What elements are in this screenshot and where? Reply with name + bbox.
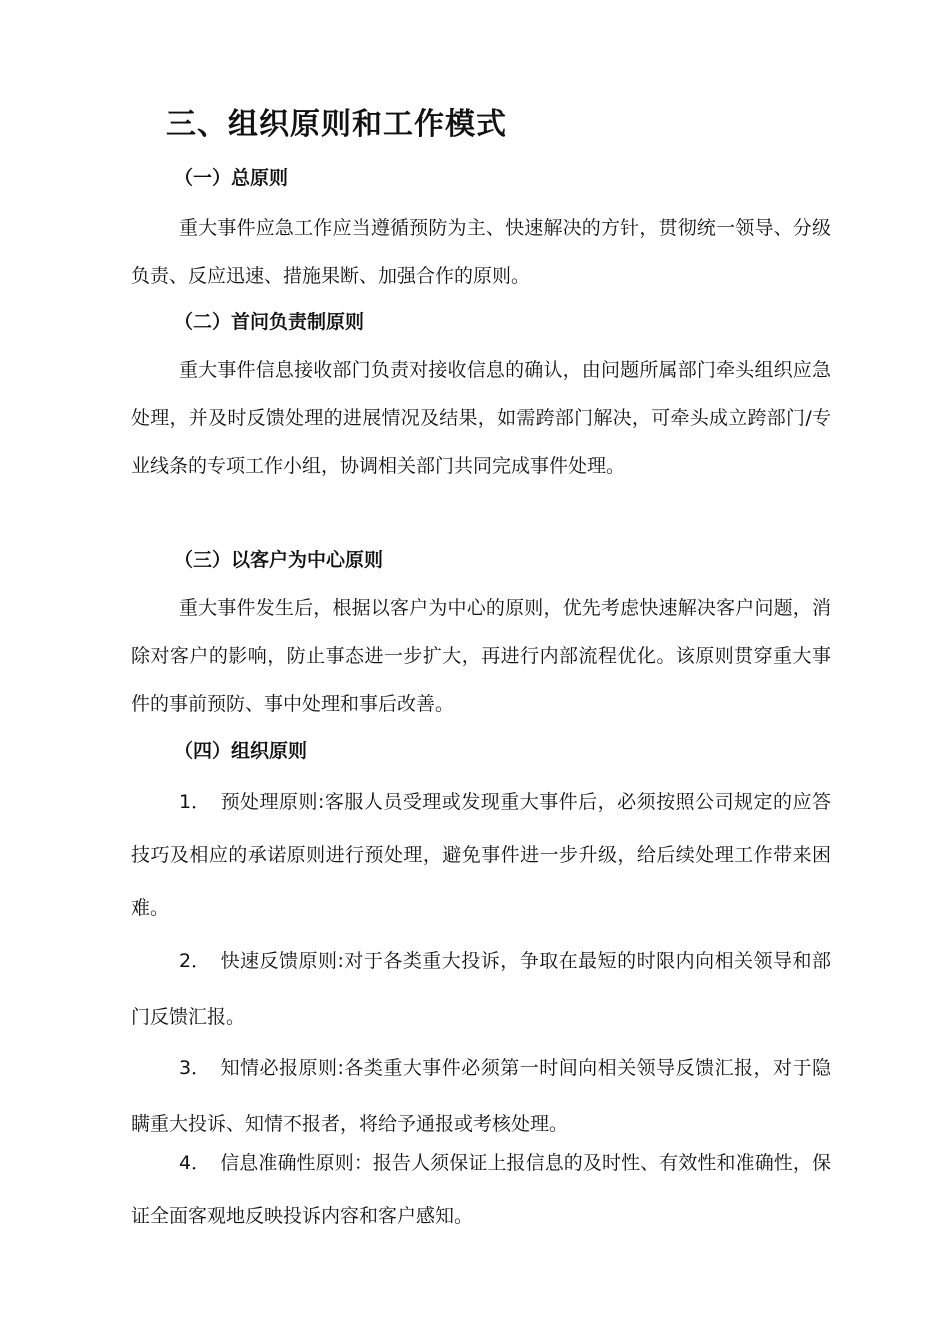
section-heading-customer-centric: （三）以客户为中心原则 — [174, 549, 384, 571]
section-body-general: 重大事件应急工作应当遵循预防为主、快速解决的方针，贯彻统一领导、分级负责、反应迅速、措施果断、加强合作的原则。 — [131, 217, 831, 287]
section-body-first-responsibility: 重大事件信息接收部门负责对接收信息的确认，由问题所属部门牵头组织应急处理，并及时反馈处理的进展情况及结果，如需跨部门解决，可牵头成立跨部门/专业线条的专项工作小组，协调相关部门共同完成事件处理。 — [131, 359, 831, 477]
section-heading-general: （一）总原则 — [174, 167, 289, 189]
item-number: 3． — [179, 1057, 211, 1079]
list-item — [131, 1137, 831, 1243]
section-heading-organization: （四）组织原则 — [174, 740, 308, 762]
item-text: 对于各类重大投诉，争取在最短的时限内向相关领导和部门反馈汇报。 — [131, 950, 831, 1028]
item-label: 快速反馈原则: — [220, 950, 344, 972]
list-item — [131, 1040, 831, 1152]
item-label: 知情必报原则: — [220, 1057, 344, 1079]
item-label: 信息准确性原则： — [220, 1152, 373, 1174]
item-text: 报告人须保证上报信息的及时性、有效性和准确性，保证全面客观地反映投诉内容和客户感知。 — [131, 1152, 831, 1227]
item-number: 1． — [179, 791, 211, 813]
list-item — [131, 776, 831, 935]
section-heading-first-responsibility: （二）首问负责制原则 — [174, 311, 365, 333]
item-label: 预处理原则: — [220, 791, 325, 813]
item-text: 各类重大事件必须第一时间向相关领导反馈汇报，对于隐瞒重大投诉、知情不报者，将给予通报或考核处理。 — [131, 1057, 831, 1135]
item-number: 4． — [179, 1152, 211, 1174]
list-item — [131, 933, 831, 1045]
page-title: 三、组织原则和工作模式 — [166, 107, 507, 142]
item-text: 客服人员受理或发现重大事件后，必须按照公司规定的应答技巧及相应的承诺原则进行预处理，避免事件进一步升级，给后续处理工作带来困难。 — [131, 791, 831, 919]
item-number: 2． — [179, 950, 211, 972]
section-body-customer-centric: 重大事件发生后，根据以客户为中心的原则，优先考虑快速解决客户问题，消除对客户的影响，防止事态进一步扩大，再进行内部流程优化。该原则贯穿重大事件的事前预防、事中处理和事后改善。 — [131, 597, 831, 715]
